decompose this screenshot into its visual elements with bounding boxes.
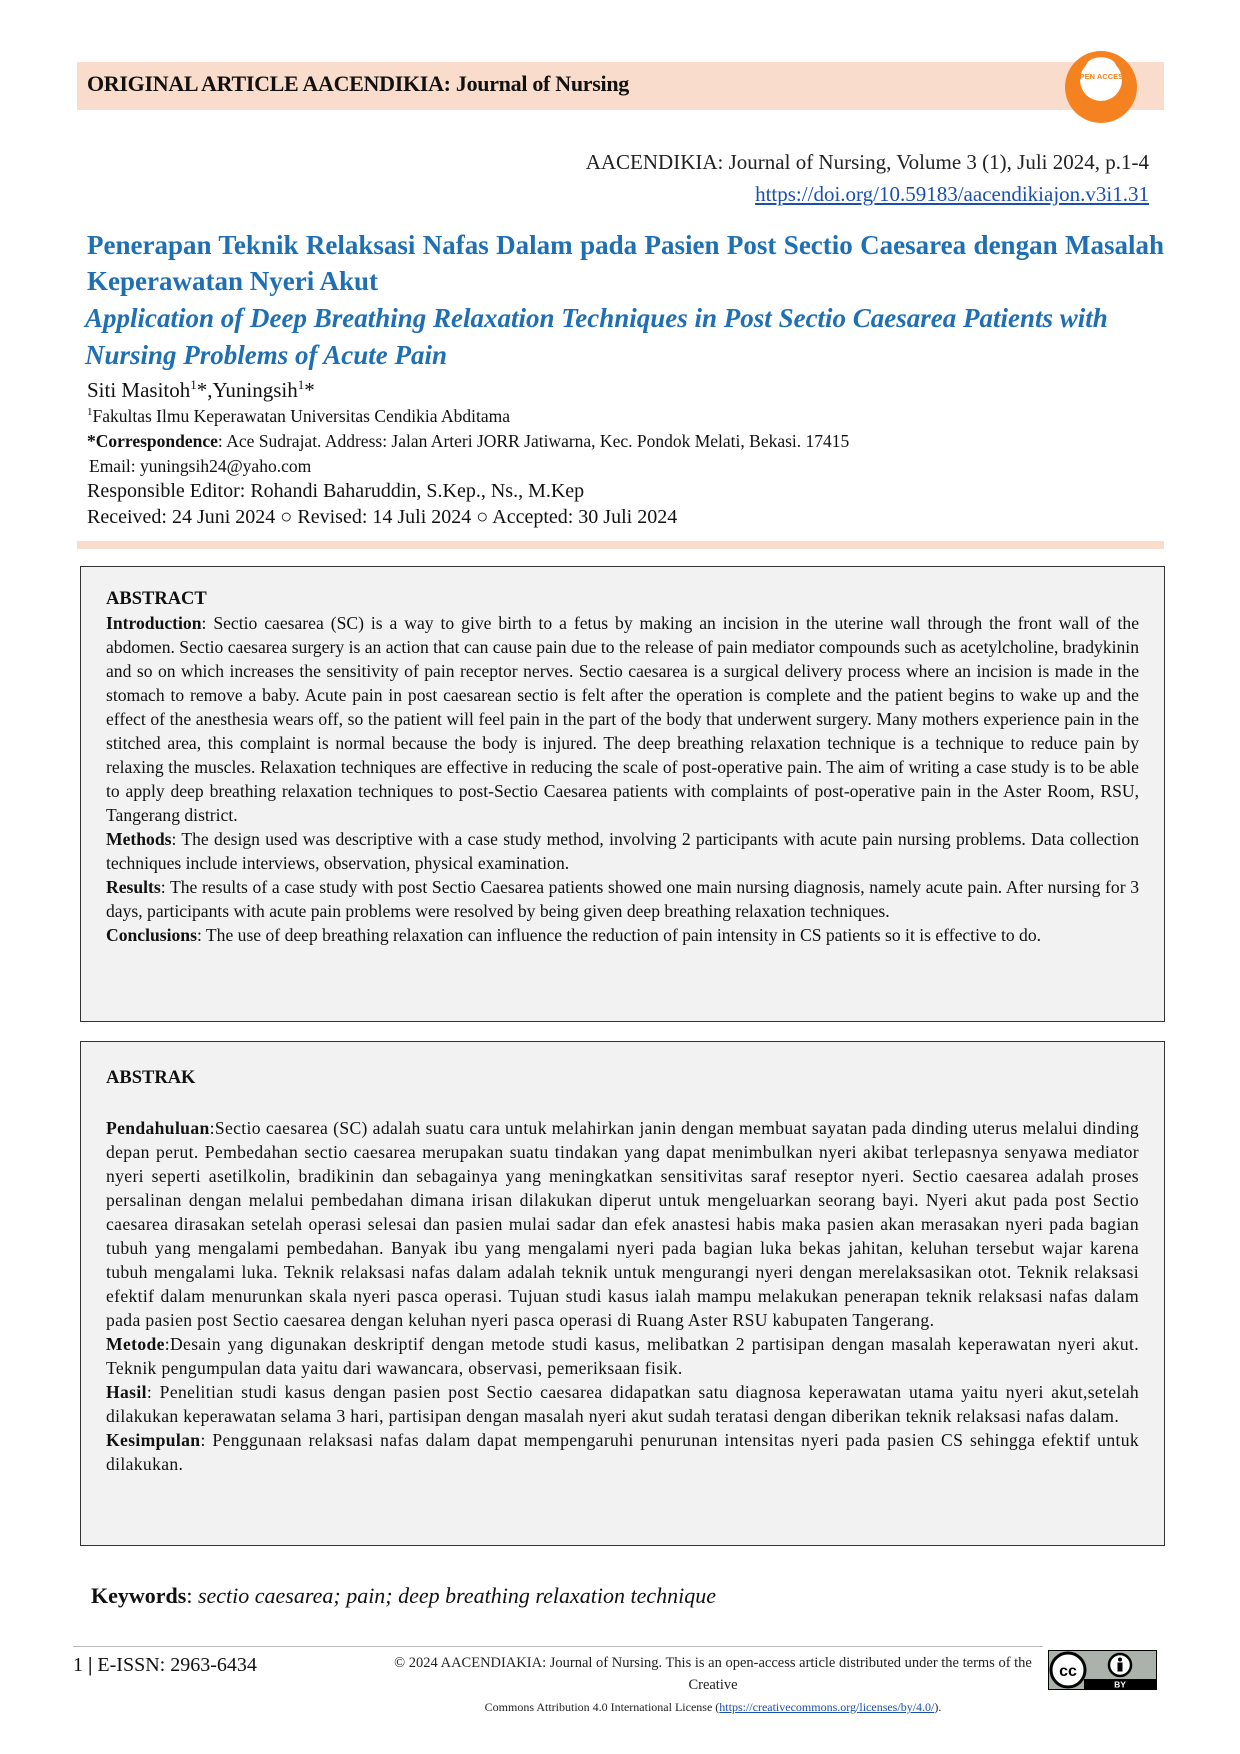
abstract-heading: ABSTRACT [106, 589, 207, 609]
page-number: 1 [73, 1654, 83, 1676]
correspondence-label: *Correspondence [87, 431, 218, 451]
abstrak-methods-label: Metode [106, 1334, 165, 1354]
cc-by-label: BY [1114, 1679, 1126, 1690]
abstract-conclusions-text: : The use of deep breathing relaxation can influence the reduction of pain intensity in CS patients so it is effective to do. [196, 925, 1042, 945]
abstract-results-text: : The results of a case study with post Sectio Caesarea patients showed one main nursing diagnosis, namely acute pain. After nursing for 3 days, participants with acute pain problems were resolved by being given deep breathing relaxation techniques. [106, 877, 1139, 921]
correspondence-text: : Ace Sudrajat. Address: Jalan Arteri JORR Jatiwarna, Kec. Pondok Melati, Bekasi. 17415 [217, 431, 850, 451]
author-mark: * [196, 378, 208, 402]
page-issn: 1 | E-ISSN: 2963-6434 [73, 1654, 257, 1676]
copyright-line-1: © 2024 AACENDIAKIA: Journal of Nursing. This is an open-access article distributed under the terms of the Creative [394, 1655, 1032, 1693]
cc-by-license-icon [1048, 1650, 1157, 1690]
author-affiliation-sup: 1 [297, 377, 305, 392]
journal-header-title: ORIGINAL ARTICLE AACENDIKIA: Journal of Nursing [87, 71, 629, 96]
abstrak-conclusions-label: Kesimpulan [106, 1430, 201, 1450]
correspondence [87, 431, 849, 452]
open-access-logo-text: OPEN ACCESS [1073, 72, 1129, 81]
abstract-methods-label: Methods [106, 829, 172, 849]
keywords-text: sectio caesarea; pain; deep breathing relaxation technique [197, 1583, 717, 1608]
abstract-conclusions [106, 923, 1139, 947]
abstract-introduction [106, 611, 1139, 827]
abstrak-pendahuluan [106, 1116, 1139, 1332]
abstract-results [106, 875, 1139, 923]
author-list [87, 377, 315, 403]
author-mark: * [304, 378, 315, 402]
abstrak-heading: ABSTRAK [106, 1068, 196, 1088]
article-title-english: Application of Deep Breathing Relaxation Techniques in Post Sectio Caesarea Patients with Nursing Problems of Acute Pain [85, 303, 1108, 370]
abstrak-kesimpulan [106, 1428, 1139, 1476]
abstrak-results-text: : Penelitian studi kasus dengan pasien post Sectio caesarea didapatkan satu diagnosa keperawatan utama yaitu nyeri akut,setelah dilakukan keperawatan selama 3 hari, partisipan dengan masalah nyeri akut sudah teratasi dengan diberikan teknik relaksasi nafas dalam. [106, 1382, 1139, 1426]
abstrak-hasil [106, 1380, 1139, 1428]
abstrak-intro-text: :Sectio caesarea (SC) adalah suatu cara untuk melahirkan janin dengan membuat sayatan pada dinding uterus melalui dinding depan perut. Pembedahan sectio caesarea merupakan suatu tindakan yang dapat menimbulkan nyeri akibat terlepasnya senyawa mediator nyeri seperti asetilkolin, bradikinin dan sebagainya yang meningkatkan sensitivitas saraf reseptor nyeri. Sectio caesarea adalah proses persalinan dengan melalui pembedahan dimana irisan dilakukan diperut untuk mengeluarkan seorang bayi. Nyeri akut pada post Sectio caesarea dirasakan setelah operasi selesai dan pasien mulai sadar dan efek anastesi habis maka pasien akan merasakan nyeri pada bagian tubuh yang mengalami pembedahan. Banyak ibu yang mengalami nyeri pada bagian luka bekas jahitan, keluhan tersebut wajar karena tubuh mengalami luka. Teknik relaksasi nafas dalam adalah teknik untuk mengurangi nyeri dengan merelaksasikan otot. Teknik relaksasi efektif dalam menurunkan skala nyeri pasca operasi. Tujuan studi kasus ialah mampu melakukan penerapan teknik relaksasi nafas dalam pada pasien post Sectio caesarea dengan keluhan nyeri pasca operasi di Ruang Aster RSU kabupaten Tangerang. [106, 1118, 1139, 1330]
abstract-intro-label: Introduction [106, 613, 202, 633]
email: Email: yuningsih24@yaho.com [89, 456, 312, 476]
keywords-label: Keywords [91, 1583, 187, 1608]
abstract-conclusions-label: Conclusions [106, 925, 197, 945]
abstrak-intro-label: Pendahuluan [106, 1118, 210, 1138]
author-name: Siti Masitoh [87, 378, 191, 402]
affiliation-sup: 1 [87, 406, 93, 419]
footer-rule [73, 1646, 1043, 1647]
abstract-methods [106, 827, 1139, 875]
article-dates: Received: 24 Juni 2024 ○ Revised: 14 Juli 2024 ○ Accepted: 30 Juli 2024 [87, 506, 678, 528]
abstrak-conclusions-text: : Penggunaan relaksasi nafas dalam dapat mempengaruhi penurunan intensitas nyeri pada pasien CS sehingga efektif untuk dilakukan. [106, 1430, 1139, 1474]
abstrak-box [80, 1041, 1165, 1546]
license-link[interactable]: https://creativecommons.org/licenses/by/4.0/ [719, 1700, 935, 1714]
abstrak-metode [106, 1332, 1139, 1380]
responsible-editor: Responsible Editor: Rohandi Baharuddin, S.Kep., Ns., M.Kep [87, 480, 585, 502]
keywords-separator: : [186, 1583, 198, 1608]
author-name: Yuningsih [212, 378, 298, 402]
keywords [91, 1583, 716, 1609]
affiliation-text: Fakultas Ilmu Keperawatan Universitas Cendikia Abditama [92, 406, 510, 426]
journal-citation: AACENDIKIA: Journal of Nursing, Volume 3 (1), Juli 2024, p.1-4 [585, 150, 1149, 174]
abstract-methods-text: : The design used was descriptive with a case study method, involving 2 participants with acute pain nursing problems. Data collection techniques include interviews, observation, physical examination. [106, 829, 1139, 873]
author-affiliation-sup: 1 [190, 377, 197, 392]
author-separator: , [207, 378, 213, 402]
doi-link[interactable]: https://doi.org/10.59183/aacendikiajon.v3i1.31 [755, 182, 1149, 206]
affiliation [87, 406, 510, 427]
abstract-results-label: Results [106, 877, 161, 897]
copyright-notice [393, 1652, 1033, 1718]
article-title-indonesian: Penerapan Teknik Relaksasi Nafas Dalam pada Pasien Post Sectio Caesarea dengan Masalah Keperawatan Nyeri Akut [87, 230, 1164, 296]
section-divider [77, 541, 1164, 549]
svg-text:cc: cc [1059, 1663, 1077, 1680]
abstract-box [80, 566, 1165, 1022]
abstrak-methods-text: :Desain yang digunakan deskriptif dengan metode studi kasus, melibatkan 2 partisipan dengan masalah keperawatan nyeri akut. Teknik pengumpulan data yaitu dari wawancara, observasi, pemeriksaan fisik. [106, 1334, 1139, 1378]
open-access-logo-icon [1064, 50, 1138, 124]
issn: E-ISSN: 2963-6434 [97, 1654, 257, 1676]
abstract-intro-text: : Sectio caesarea (SC) is a way to give birth to a fetus by making an incision in the uterine wall through the front wall of the abdomen. Sectio caesarea surgery is an action that can cause pain due to the release of pain mediator compounds such as acetylcholine, bradykinin and so on which increases the sensitivity of pain receptor nerves. Sectio caesarea is a surgical delivery process where an incision is made in the stomach to remove a baby. Acute pain in post caesarean sectio is felt after the operation is complete and the patient begins to wake up and the effect of the anesthesia wears off, so the patient will feel pain in the part of the body that underwent surgery. Many mothers experience pain in the stitched area, this complaint is normal because the body is injured. The deep breathing relaxation technique is a technique to reduce pain by relaxing the muscles. Relaxation techniques are effective in reducing the scale of post-operative pain. The aim of writing a case study is to be able to apply deep breathing relaxation techniques to post-Sectio Caesarea patients with complaints of post-operative pain in the Aster Room, RSU, Tangerang district. [106, 613, 1139, 825]
abstrak-results-label: Hasil [106, 1382, 147, 1402]
copyright-line-2: Commons Attribution 4.0 International License (https://creativecommons.org/licenses/by/4.0/). [484, 1700, 942, 1714]
